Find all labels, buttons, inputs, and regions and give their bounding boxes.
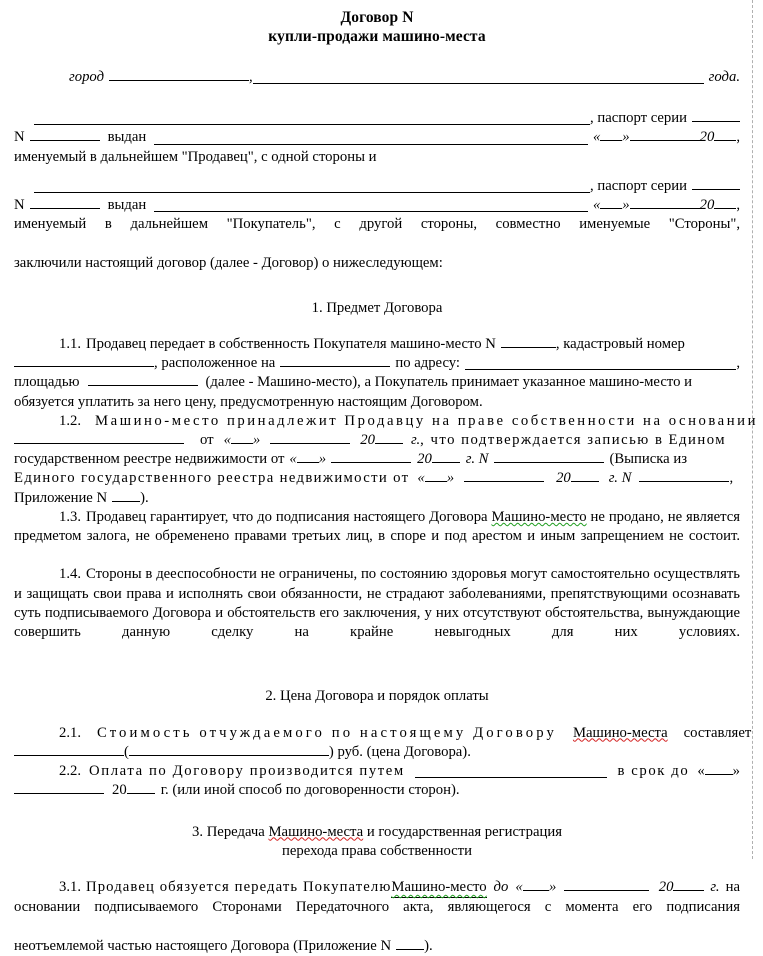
buyer-day-quote-open: « bbox=[592, 197, 601, 214]
clause-3-1-number: 3.1. bbox=[59, 878, 82, 895]
city-date-line bbox=[14, 68, 740, 87]
clause-1-1-cadastral-blank[interactable] bbox=[14, 354, 154, 367]
seller-day-quote-open: « bbox=[592, 129, 601, 146]
clause-3-1-text-1: Продавец обязуется передать Покупателю bbox=[86, 878, 392, 895]
section-3-heading-highlight-term: Машино-места bbox=[268, 823, 364, 840]
clause-1-2-text-9: Приложение N bbox=[14, 489, 108, 506]
clause-3-1-text-3: на bbox=[725, 878, 740, 895]
section-2-heading: 2. Цена Договора и порядок оплаты bbox=[265, 688, 489, 705]
clause-1-4-number: 1.4. bbox=[59, 566, 82, 583]
clause-1-3-number: 1.3. bbox=[59, 508, 82, 525]
buyer-line-comma: , bbox=[736, 197, 740, 214]
clause-2-2-line-1 bbox=[14, 762, 740, 781]
seller-line-comma: , bbox=[736, 129, 740, 146]
seller-name-blank[interactable] bbox=[34, 112, 590, 125]
clause-1-2-document-blank[interactable] bbox=[14, 431, 184, 444]
clause-1-2-month-blank-3[interactable] bbox=[464, 469, 544, 482]
clause-2-2-text-1: Оплата по Договору производится путем bbox=[89, 763, 405, 780]
seller-year-prefix: 20 bbox=[699, 129, 715, 146]
clause-3-1-day-blank[interactable] bbox=[523, 878, 549, 891]
city-comma: , bbox=[249, 69, 253, 85]
clause-1-1-line-2 bbox=[14, 354, 740, 373]
document-title bbox=[14, 8, 740, 46]
clause-1-1-text-2: , кадастровый номер bbox=[555, 336, 685, 353]
clause-3-1-g: г. bbox=[710, 878, 720, 895]
clause-1-2-text-5b: г. N bbox=[608, 470, 632, 487]
clause-1-2-day-blank-3[interactable] bbox=[425, 469, 447, 482]
clause-1-2-extract-number-blank[interactable] bbox=[639, 469, 729, 482]
document-content bbox=[14, 8, 758, 956]
buyer-day-blank[interactable] bbox=[600, 196, 622, 209]
seller-issue-line bbox=[14, 128, 740, 147]
clause-3-1-quote-open: « bbox=[515, 878, 523, 895]
clause-2-2-day-blank[interactable] bbox=[705, 762, 733, 775]
clause-1-2-line-1 bbox=[14, 412, 758, 431]
clause-1-2-number: 1.2. bbox=[59, 412, 82, 429]
clause-3-1-text-2: до bbox=[493, 878, 509, 895]
clause-3-1-month-blank[interactable] bbox=[564, 878, 648, 891]
clause-1-3-text-1: Продавец гарантирует, что до подписания настоящего Договора bbox=[86, 508, 492, 525]
clause-3-1-year-blank[interactable] bbox=[673, 878, 704, 891]
clause-1-2-text-7: Единого государственного реестра недвижимости от bbox=[14, 470, 410, 487]
spacer bbox=[14, 46, 740, 68]
clause-3-1-line-1 bbox=[14, 878, 740, 898]
clause-1-2-quote-open-1: « bbox=[223, 432, 231, 449]
seller-designation-line: именуемый в дальнейшем "Продавец", с одной стороны и bbox=[14, 148, 377, 165]
buyer-designation-line-1: именуемый в дальнейшем "Покупатель", с другой стороны, совместно именуемые "Стороны", bbox=[14, 216, 740, 233]
seller-name-line bbox=[14, 109, 740, 128]
clause-1-1-line-3 bbox=[14, 373, 740, 392]
clause-1-2-year-3: 20 bbox=[556, 470, 571, 487]
clause-1-2-text-1: Машино-место принадлежит Продавцу на праве собственности на основании bbox=[95, 412, 758, 429]
buyer-passport-number-blank[interactable] bbox=[30, 196, 100, 209]
year-suffix-label: года. bbox=[708, 69, 740, 85]
seller-issued-label: выдан bbox=[107, 129, 147, 146]
clause-1-1-area-blank[interactable] bbox=[88, 373, 198, 386]
clause-1-2-month-blank-2[interactable] bbox=[331, 450, 411, 463]
clause-3-1-year: 20 bbox=[658, 878, 674, 895]
section-3-heading-part-a: 3. Передача bbox=[192, 823, 269, 840]
spacer bbox=[14, 87, 740, 109]
clause-1-2-day-blank-2[interactable] bbox=[297, 450, 319, 463]
clause-1-1-text-6: площадью bbox=[14, 374, 80, 391]
clause-2-1-line-1 bbox=[14, 724, 752, 743]
clause-1-2-text-3: , что подтверждается записью в Едином bbox=[420, 432, 727, 449]
clause-1-2-day-blank-1[interactable] bbox=[231, 431, 253, 444]
clause-2-1-price-words-blank[interactable] bbox=[129, 743, 329, 756]
clause-1-1-line-1 bbox=[14, 335, 740, 354]
buyer-designation-line-2: заключили настоящий договор (далее - Договор) о нижеследующем: bbox=[14, 254, 443, 271]
spacer bbox=[14, 861, 740, 878]
clause-2-1-paren-open: ( bbox=[124, 743, 129, 760]
clause-2-2-number: 2.2. bbox=[59, 763, 82, 780]
buyer-month-blank[interactable] bbox=[630, 196, 700, 209]
clause-1-2-quote-close-3: » bbox=[446, 470, 455, 487]
clause-2-2-year-blank[interactable] bbox=[127, 781, 155, 794]
clause-2-2-text-2: в срок до bbox=[617, 763, 690, 780]
buyer-year-blank[interactable] bbox=[714, 196, 736, 209]
clause-2-2-year: 20 bbox=[112, 782, 127, 799]
section-1-heading: 1. Предмет Договора bbox=[311, 299, 443, 316]
clause-3-1-text-5: неотъемлемой частью настоящего Договора (Приложение N bbox=[14, 937, 392, 954]
seller-issuer-blank[interactable] bbox=[154, 132, 588, 145]
clause-1-2-text-10: ). bbox=[140, 489, 149, 506]
clause-1-2-registry-number-blank[interactable] bbox=[494, 450, 604, 463]
buyer-day-quote-close: » bbox=[622, 197, 630, 214]
clause-1-2-year-blank-2[interactable] bbox=[432, 450, 460, 463]
clause-2-1-line-2 bbox=[14, 743, 740, 762]
clause-1-4-text: Стороны в дееспособности не ограничены, по состоянию здоровья могут самостоятельно осуществлять и защищать свои права и исполнять свои обязанности, не страдают заболеваниями, препятствующими осознавать суть подписываемого Договора и обстоятельств его заключения, у них отсутствуют обстоятельства, вынуждающие совершить данную сделку на крайне невыгодных для них условиях. bbox=[14, 566, 740, 641]
clause-1-2-text-4: государственном реестре недвижимости от bbox=[14, 451, 285, 468]
clause-1-2-text-8: , bbox=[729, 470, 734, 487]
clause-1-2-quote-open-2: « bbox=[289, 451, 297, 468]
clause-1-1-text-7: (далее - Машино-место), а Покупатель принимает указанное машино-место и bbox=[205, 374, 692, 391]
clause-3-1-quote-close: » bbox=[548, 878, 557, 895]
clause-2-1-price-digits-blank[interactable] bbox=[14, 743, 124, 756]
clause-1-3 bbox=[14, 508, 740, 566]
buyer-issue-line bbox=[14, 196, 740, 215]
spacer bbox=[14, 273, 740, 299]
seller-day-blank[interactable] bbox=[600, 128, 622, 141]
clause-3-1-appendix-number-blank[interactable] bbox=[396, 937, 424, 950]
clause-2-1-number: 2.1. bbox=[59, 724, 82, 741]
clause-2-2-quote-close: » bbox=[732, 763, 740, 780]
clause-1-1-text-5: , bbox=[736, 355, 740, 372]
clause-2-2-method-blank[interactable] bbox=[415, 765, 608, 778]
seller-year-blank[interactable] bbox=[714, 128, 736, 141]
clause-1-4 bbox=[14, 565, 740, 661]
clause-1-2-text-5: г. N bbox=[465, 451, 489, 468]
seller-passport-label: , паспорт серии bbox=[590, 110, 687, 127]
buyer-passport-label: , паспорт серии bbox=[590, 177, 687, 194]
seller-passport-series-blank[interactable] bbox=[692, 109, 740, 122]
city-blank[interactable] bbox=[109, 68, 249, 81]
clause-1-2-quote-close-2: » bbox=[318, 451, 327, 468]
clause-1-2-g-1: г. bbox=[410, 432, 421, 449]
clause-2-2-quote-open: « bbox=[697, 763, 705, 780]
clause-1-2-line-2 bbox=[14, 431, 740, 450]
clause-1-1-text-3: , расположенное на bbox=[154, 355, 276, 372]
clause-3-1-line-3 bbox=[14, 937, 740, 956]
clause-2-1-text-1: Стоимость отчуждаемого по настоящему Договору bbox=[97, 724, 557, 741]
clause-1-3-highlight-term: Машино-место bbox=[491, 508, 587, 525]
date-blank[interactable] bbox=[253, 71, 704, 84]
clause-2-2-month-blank[interactable] bbox=[14, 781, 104, 794]
clause-1-1-number: 1.1. bbox=[59, 336, 82, 353]
clause-2-1-text-2: составляет bbox=[683, 724, 752, 741]
clause-3-1-highlight-term: Машино-место bbox=[391, 878, 486, 898]
section-3-heading-part-c: и государственная регистрация bbox=[363, 823, 562, 840]
seller-number-label: N bbox=[14, 129, 25, 146]
clause-1-2-line-4 bbox=[14, 469, 740, 488]
seller-day-quote-close: » bbox=[622, 129, 630, 146]
clause-1-2-year-1: 20 bbox=[360, 432, 375, 449]
clause-1-2-appendix-number-blank[interactable] bbox=[112, 489, 140, 502]
buyer-name-line bbox=[14, 177, 740, 196]
buyer-issuer-blank[interactable] bbox=[154, 199, 588, 212]
clause-1-2-quote-open-3: « bbox=[417, 470, 425, 487]
clause-1-2-year-2: 20 bbox=[417, 451, 432, 468]
buyer-passport-series-blank[interactable] bbox=[692, 177, 740, 190]
clause-1-2-text-6: (Выписка из bbox=[609, 451, 688, 468]
title-line-2: купли-продажи машино-места bbox=[268, 28, 486, 45]
spacer bbox=[14, 318, 740, 335]
spacer bbox=[14, 661, 740, 687]
clause-1-1-line-4: обязуется уплатить за него цену, предусмотренную настоящим Договором. bbox=[14, 393, 483, 410]
clause-2-1-text-4: ) руб. (цена Договора). bbox=[328, 743, 471, 760]
clause-1-1-text-4: по адресу: bbox=[395, 355, 460, 372]
clause-1-1-spot-number-blank[interactable] bbox=[501, 335, 556, 348]
clause-1-1-located-blank[interactable] bbox=[280, 354, 390, 367]
buyer-number-label: N bbox=[14, 197, 25, 214]
clause-1-2-text-2: от bbox=[200, 432, 214, 449]
clause-2-2-text-3: г. (или иной способ по договоренности сторон). bbox=[160, 782, 460, 799]
buyer-name-blank[interactable] bbox=[34, 180, 590, 193]
section-3-heading-line-1 bbox=[14, 823, 740, 842]
clause-3-1-line-2: основании подписываемого Сторонами Передаточного акта, являющегося с момента его подписания bbox=[14, 899, 740, 916]
spacer bbox=[14, 801, 740, 823]
clause-2-1-highlight-term: Машино-места bbox=[572, 724, 668, 741]
clause-1-3-text-2: не продано, не является предметом залога, не обременено правами третьих лиц, в споре и под арестом и иным запрещением не состоит. bbox=[14, 508, 740, 545]
clause-2-2-line-2 bbox=[14, 781, 740, 800]
clause-1-1-text-1: Продавец передает в собственность Покупателя машино-место N bbox=[86, 336, 496, 353]
clause-3-1-text-6: ). bbox=[424, 937, 433, 954]
seller-month-blank[interactable] bbox=[630, 128, 700, 141]
title-line-1: Договор N bbox=[340, 9, 414, 26]
clause-1-2-month-blank-1[interactable] bbox=[270, 431, 350, 444]
section-3-heading-line-2: перехода права собственности bbox=[282, 842, 472, 859]
clause-1-2-line-5 bbox=[14, 489, 740, 508]
buyer-issued-label: выдан bbox=[107, 197, 147, 214]
buyer-year-prefix: 20 bbox=[699, 197, 715, 214]
spacer bbox=[14, 707, 740, 724]
clause-1-2-line-3 bbox=[14, 450, 740, 469]
clause-1-2-year-blank-3[interactable] bbox=[571, 469, 599, 482]
spacer bbox=[14, 167, 740, 177]
clause-1-2-quote-close-1: » bbox=[252, 432, 261, 449]
seller-passport-number-blank[interactable] bbox=[30, 128, 100, 141]
city-label: город bbox=[69, 69, 104, 85]
clause-1-2-year-blank-1[interactable] bbox=[375, 431, 403, 444]
clause-1-1-address-blank[interactable] bbox=[465, 357, 736, 370]
